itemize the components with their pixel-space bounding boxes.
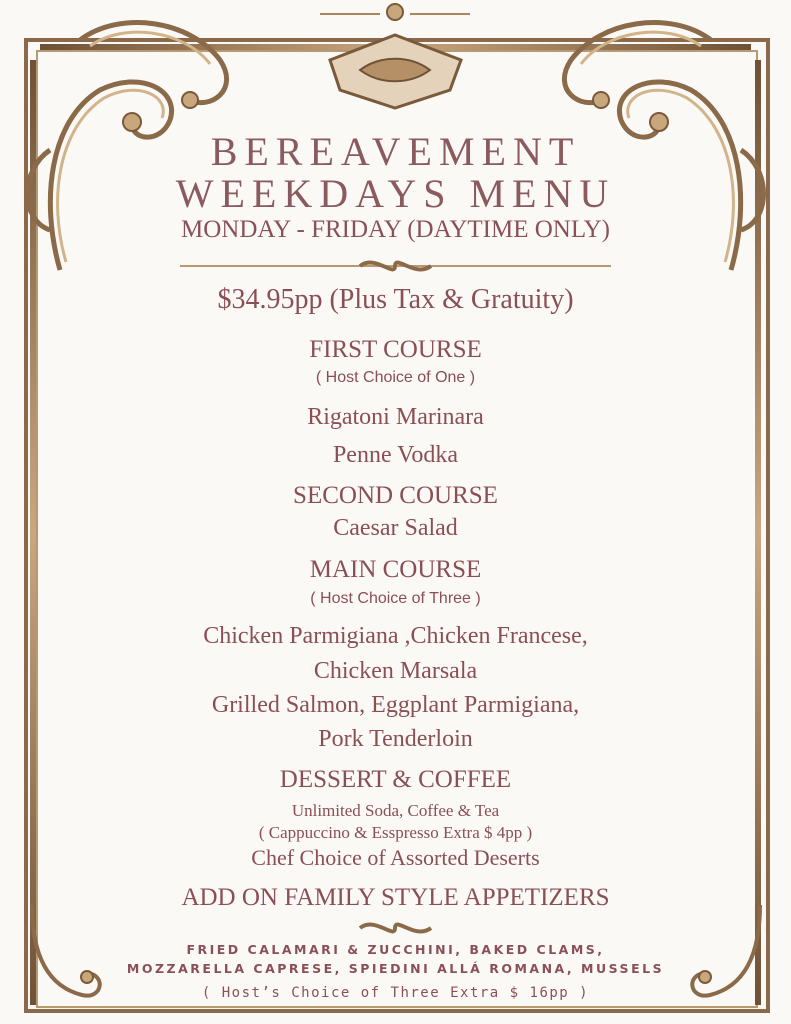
menu-price: $34.95pp (Plus Tax & Gratuity) <box>217 284 574 315</box>
dessert-line-2: ( Cappuccino & Esspresso Extra $ 4pp ) <box>258 823 533 842</box>
first-course-item: Rigatoni Marinara <box>307 404 484 430</box>
flourish-divider-bottom <box>180 918 611 938</box>
flourish-divider-top <box>180 256 611 276</box>
dessert-line-3: Chef Choice of Assorted Deserts <box>251 845 540 870</box>
main-course-line: Pork Tenderloin <box>318 726 473 752</box>
menu-title-line-1: BEREAVEMENT <box>210 129 581 174</box>
main-course-line: Chicken Parmigiana ,Chicken Francese, <box>203 623 588 649</box>
addon-list-line-1: FRIED CALAMARI & ZUCCHINI, BAKED CLAMS, <box>186 942 605 957</box>
main-course-line: Chicken Marsala <box>313 658 478 684</box>
first-course-note: ( Host Choice of One ) <box>315 369 476 386</box>
second-course-heading: SECOND COURSE <box>293 482 498 509</box>
main-course-heading: MAIN COURSE <box>309 556 482 583</box>
main-course-line: Grilled Salmon, Eggplant Parmigiana, <box>211 692 580 718</box>
addon-heading: ADD ON FAMILY STYLE APPETIZERS <box>181 884 610 911</box>
first-course-heading: FIRST COURSE <box>309 336 482 363</box>
dessert-line-1: Unlimited Soda, Coffee & Tea <box>291 801 500 820</box>
addon-list-line-2: MOZZARELLA CAPRESE, SPIEDINI ALLÁ ROMANA, MUSSELS <box>126 961 665 976</box>
dessert-heading: DESSERT & COFFEE <box>279 766 512 793</box>
addon-note: ( Host’s Choice of Three Extra $ 16pp ) <box>201 985 590 1001</box>
first-course-item: Penne Vodka <box>332 442 459 468</box>
center-crest-ornament <box>300 0 491 110</box>
menu-title-line-2: WEEKDAYS MENU <box>175 171 616 216</box>
second-course-item: Caesar Salad <box>333 515 458 541</box>
main-course-note: ( Host Choice of Three ) <box>310 590 481 607</box>
menu-days: MONDAY - FRIDAY (DAYTIME ONLY) <box>181 216 610 243</box>
